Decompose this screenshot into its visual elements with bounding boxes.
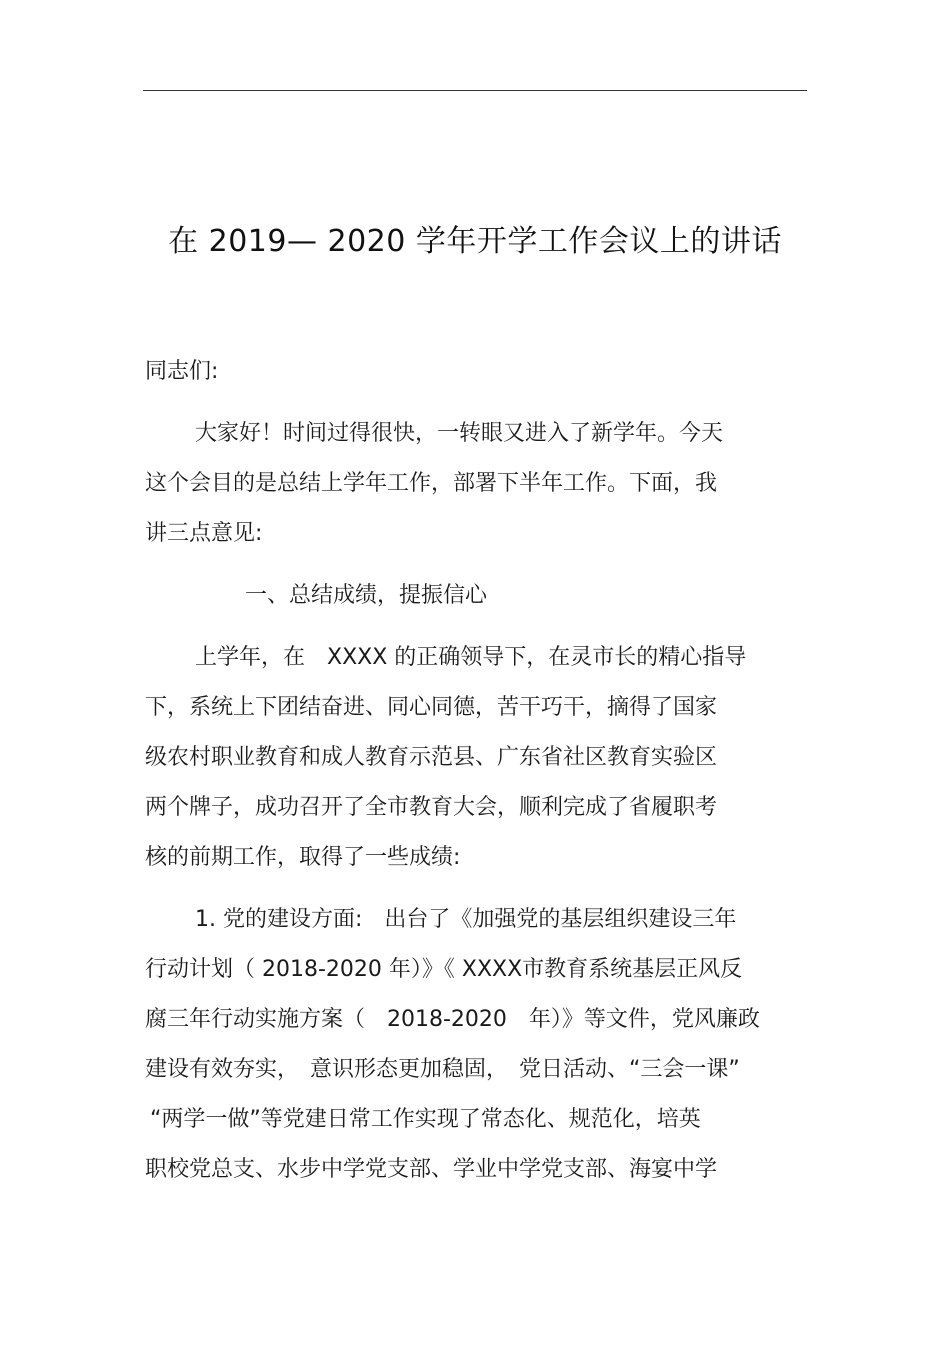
paragraph-line: 建设有效夯实， 意识形态更加稳固， 党日活动、“三会一课” (145, 1057, 740, 1082)
paragraph-line: 职校党总支、水步中学党支部、学业中学党支部、海宴中学 (145, 1157, 718, 1182)
paragraph-line: 核的前期工作，取得了一些成绩: (145, 845, 461, 870)
paragraph-line: 两个牌子，成功召开了全市教育大会，顺利完成了省履职考 (145, 795, 718, 820)
section-heading: 一、总结成绩，提振信心 (245, 583, 488, 608)
paragraph-line: 这个会目的是总结上学年工作，部署下半年工作。下面，我 (145, 471, 718, 496)
document-title: 在 2019— 2020 学年开学工作会议上的讲话 (168, 224, 782, 259)
paragraph-line: 下，系统上下团结奋进、同心同德，苦干巧干，摘得了国家 (145, 695, 718, 720)
paragraph-line: 1. 党的建设方面: 出台了《加强党的基层组织建设三年 (195, 907, 737, 932)
paragraph-line: 讲三点意见: (145, 521, 263, 546)
paragraph-line: “两学一做”等党建日常工作实现了常态化、规范化，培英 (150, 1107, 701, 1132)
paragraph-line: 级农村职业教育和成人教育示范县、广东省社区教育实验区 (145, 745, 718, 770)
paragraph-line: 行动计划（ 2018-2020 年）》《 XXXX市教育系统基层正风反 (145, 957, 743, 982)
paragraph-line: 上学年，在 XXXX 的正确领导下，在灵市长的精心指导 (195, 645, 747, 670)
paragraph-line: 腐三年行动实施方案（ 2018-2020 年）》等文件，党风廉政 (145, 1007, 760, 1032)
header-rule (143, 90, 807, 91)
paragraph-line: 大家好！时间过得很快，一转眼又进入了新学年。今天 (195, 421, 724, 446)
salutation: 同志们: (145, 359, 219, 384)
